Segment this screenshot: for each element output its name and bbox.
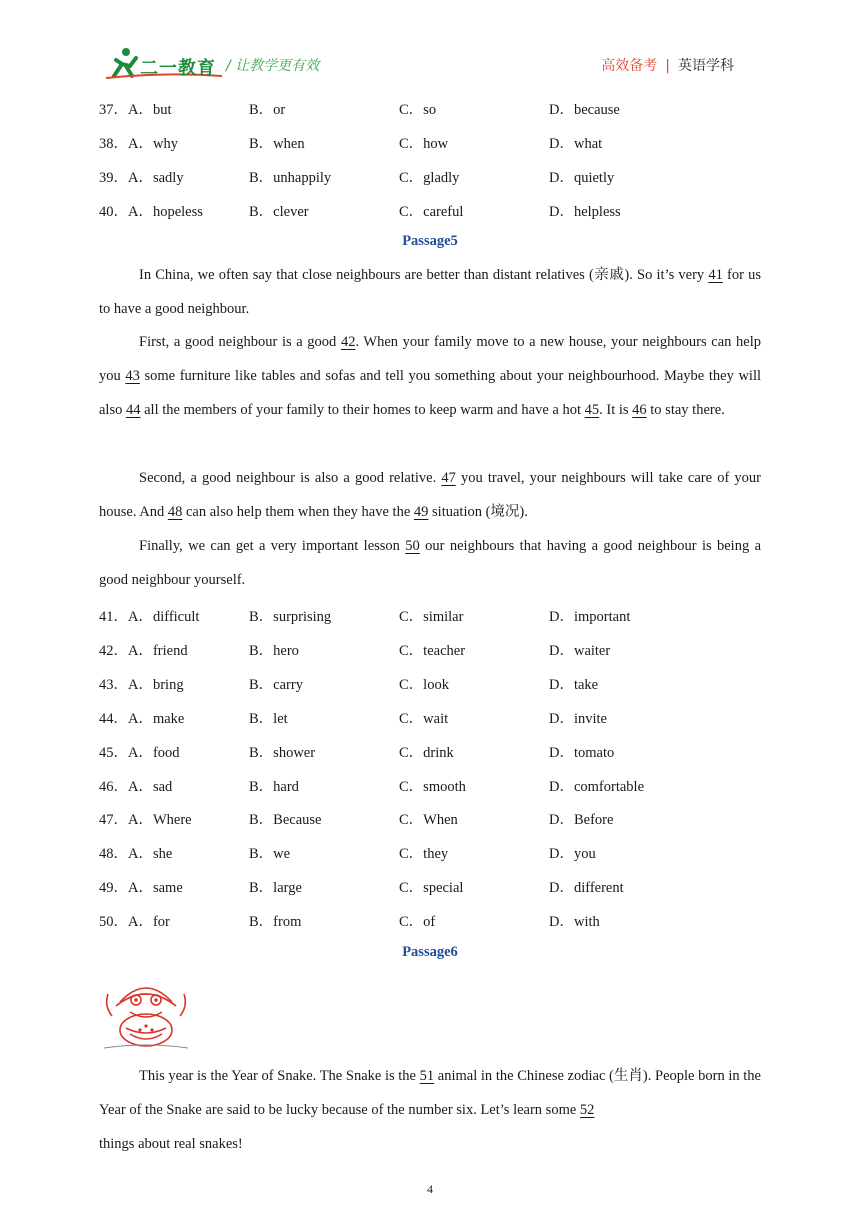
header-separator: | — [665, 58, 670, 74]
option-b: B．carry — [249, 677, 303, 693]
option-d: D．you — [549, 846, 596, 862]
option-b: B．let — [249, 711, 288, 727]
option-a: 37．A．but — [99, 102, 172, 118]
text: situation (境况). — [428, 503, 528, 520]
option-b: B．Because — [249, 812, 322, 828]
option-c: C．of — [399, 914, 436, 930]
option-a: 47．A．Where — [99, 812, 192, 828]
option-c: C．they — [399, 846, 449, 862]
option-a: 43．A．bring — [99, 677, 184, 693]
text: In China, we often say that close neighbours are better than distant relatives (亲戚). So it’s very — [139, 267, 705, 283]
text: . It is — [599, 401, 633, 418]
option-d: D．Before — [549, 812, 614, 828]
option-b: B．from — [249, 914, 302, 930]
text: This year is the Year of Snake. The Snake is the — [139, 1068, 420, 1084]
option-c: C．smooth — [399, 779, 466, 795]
option-a: 44．A．make — [99, 711, 185, 727]
passage5-paragraph-2 — [99, 326, 761, 427]
blank-52: 52 — [579, 1101, 595, 1118]
option-b: B．hard — [249, 779, 299, 795]
option-b: B．unhappily — [249, 170, 332, 186]
option-d: D．what — [549, 136, 603, 152]
option-b: B．clever — [249, 204, 309, 220]
text: First, a good neighbour is a good — [139, 334, 341, 350]
passage5-paragraph-1 — [99, 259, 761, 327]
option-b: B．shower — [249, 745, 316, 761]
option-c: C．wait — [399, 711, 449, 727]
question-row — [99, 605, 761, 625]
question-row — [99, 132, 761, 152]
text: things about real snakes! — [99, 1135, 243, 1152]
text: for us to have a good neighbour. — [99, 267, 761, 317]
header-tag-prep: 高效备考 — [601, 58, 658, 74]
question-row — [99, 166, 761, 186]
text: to stay there. — [646, 401, 725, 418]
question-row — [99, 910, 761, 930]
question-row — [99, 673, 761, 693]
question-row — [99, 200, 761, 220]
option-d: D．waiter — [549, 643, 611, 659]
option-a: 49．A．same — [99, 880, 183, 896]
passage6-paragraph-1 — [99, 1060, 761, 1161]
page-number: 4 — [427, 1182, 433, 1196]
passage-title: Passage5 — [402, 233, 458, 249]
option-b: B．surprising — [249, 609, 332, 625]
option-c: C．When — [399, 812, 458, 828]
text: animal in the Chinese zodiac (生肖). People born in the Year of the Snake are said to be lucky because of the number six. Let’s learn some — [99, 1068, 761, 1118]
blank-48: 48 — [167, 503, 183, 520]
question-row — [99, 842, 761, 862]
option-a: 41．A．difficult — [99, 609, 200, 625]
option-d: D．comfortable — [549, 779, 645, 795]
option-a: 38．A．why — [99, 136, 178, 152]
option-b: B．large — [249, 880, 302, 896]
option-c: C．how — [399, 136, 449, 152]
text: . When your family move to a new house, your neighbours can help you — [99, 334, 761, 384]
option-b: B．when — [249, 136, 305, 152]
option-d: D．because — [549, 102, 620, 118]
option-b: B．or — [249, 102, 286, 118]
option-a: 45．A．food — [99, 745, 180, 761]
option-c: C．careful — [399, 204, 464, 220]
text: some furniture like tables and sofas and tell you something about your neighbourhood. Maybe they will also — [99, 367, 761, 418]
passage-title: Passage6 — [402, 944, 458, 960]
blank-46: 46 — [632, 401, 647, 418]
header-tag-subject: 英语学科 — [678, 58, 734, 74]
option-c: C．special — [399, 880, 464, 896]
blank-51: 51 — [419, 1068, 435, 1084]
text: you travel, your neighbours will take care of your house. And — [99, 470, 761, 520]
header-right — [601, 55, 734, 75]
text: all the members of your family to their homes to keep warm and have a hot — [140, 401, 585, 418]
option-a: 42．A．friend — [99, 643, 188, 659]
option-c: C．so — [399, 102, 437, 118]
blank-45: 45 — [584, 401, 600, 418]
blank-50: 50 — [405, 538, 420, 554]
option-a: 46．A．sad — [99, 779, 173, 795]
question-row — [99, 808, 761, 828]
blank-49: 49 — [413, 503, 429, 520]
question-row — [99, 707, 761, 727]
question-row — [99, 876, 761, 896]
option-c: C．similar — [399, 609, 464, 625]
logo-text: 二一教育 — [140, 58, 216, 79]
question-row — [99, 741, 761, 761]
option-a: 39．A．sadly — [99, 170, 184, 186]
option-b: B．hero — [249, 643, 299, 659]
slogan: / 让教学更有效 — [226, 58, 320, 74]
option-a: 48．A．she — [99, 846, 173, 862]
option-b: B．we — [249, 846, 291, 862]
blank-42: 42 — [340, 334, 356, 350]
question-row — [99, 98, 761, 118]
option-d: D．invite — [549, 711, 607, 727]
text: our neighbours that having a good neighbour is being a good neighbour yourself. — [99, 538, 761, 588]
option-d: D．take — [549, 677, 599, 693]
blank-41: 41 — [708, 267, 723, 283]
option-c: C．look — [399, 677, 449, 693]
question-row — [99, 639, 761, 659]
option-d: D．tomato — [549, 745, 615, 761]
option-a: 40．A．hopeless — [99, 204, 203, 220]
question-row — [99, 775, 761, 795]
option-d: D．different — [549, 880, 624, 896]
passage5-paragraph-4 — [99, 530, 761, 598]
option-d: D．helpless — [549, 204, 621, 220]
blank-43: 43 — [125, 367, 140, 384]
passage5-paragraph-3 — [99, 462, 761, 530]
lion-dance-snake-illustration — [100, 972, 192, 1052]
option-d: D．quietly — [549, 170, 615, 186]
option-d: D．with — [549, 914, 600, 930]
page-header — [0, 0, 860, 90]
text: can also help them when they have the — [182, 503, 414, 520]
blank-44: 44 — [125, 401, 141, 418]
option-a: 50．A．for — [99, 914, 170, 930]
blank-47: 47 — [441, 470, 456, 486]
option-c: C．gladly — [399, 170, 460, 186]
text: Second, a good neighbour is also a good relative. — [139, 470, 442, 486]
option-c: C．drink — [399, 745, 454, 761]
option-d: D．important — [549, 609, 631, 625]
option-c: C．teacher — [399, 643, 466, 659]
text: Finally, we can get a very important lesson — [139, 538, 406, 554]
